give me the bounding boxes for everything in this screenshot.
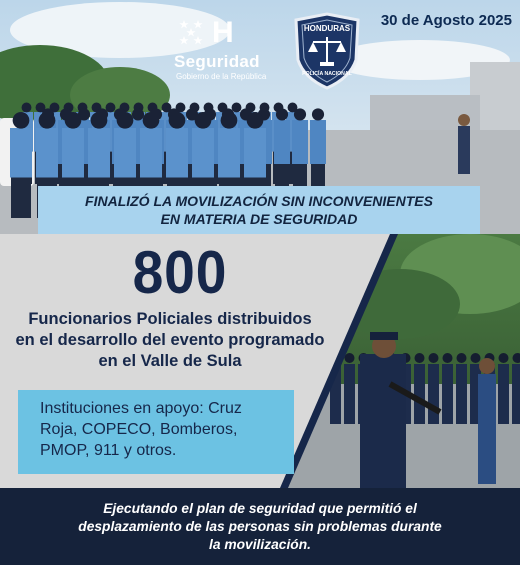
officer-cap	[106, 103, 116, 113]
officer-cap	[276, 108, 288, 120]
officer-cap	[39, 112, 56, 129]
support-institutions-box	[18, 390, 294, 474]
officer-figure	[498, 364, 509, 424]
officer-figure	[274, 120, 290, 164]
officer-figure	[292, 120, 308, 164]
officer-cap	[247, 112, 264, 129]
officer-cap	[232, 103, 242, 113]
officer-figure	[140, 128, 162, 178]
footer-line-3: la movilización.	[209, 536, 311, 552]
footer-line-1: Ejecutando el plan de seguridad que permitió el	[103, 500, 417, 516]
headline-banner	[38, 186, 480, 234]
officer-cap	[443, 353, 453, 363]
count-description	[10, 309, 330, 372]
officer-cap	[294, 108, 306, 120]
officer-cap	[132, 108, 144, 120]
seguridad-logo	[168, 14, 278, 84]
officer-cap	[415, 353, 425, 363]
footer-line-2: desplazamiento de las personas sin problemas durante	[78, 518, 442, 534]
officer-cap	[13, 112, 30, 129]
officer-cap	[65, 112, 82, 129]
officer-figure	[456, 364, 467, 424]
logo-wordmark: Seguridad	[174, 52, 260, 71]
officer-cap	[499, 353, 509, 363]
officer-cap	[312, 108, 324, 120]
officer-figure	[36, 128, 58, 178]
badge-top-text: HONDURAS	[303, 24, 351, 33]
officer-figure	[10, 128, 32, 178]
officer-figure	[166, 128, 188, 178]
support-line-1: Instituciones en apoyo: Cruz	[40, 400, 242, 417]
officer-cap	[91, 112, 108, 129]
date-label: 30 de Agosto 2025	[380, 12, 512, 29]
officer-figure	[218, 128, 240, 178]
officer-figure	[62, 128, 84, 178]
officer-figure	[442, 364, 453, 424]
officer-legs	[11, 178, 31, 219]
officer-cap	[195, 112, 212, 129]
support-line-3: PMOP, 911 y otros.	[40, 442, 177, 459]
description-line-2: en el desarrollo del evento programado	[15, 331, 325, 349]
officer-cap	[169, 112, 186, 129]
officer-cap	[143, 112, 160, 129]
police-badge-icon	[290, 12, 364, 90]
officer-figure	[344, 364, 355, 424]
officer-cap	[117, 112, 134, 129]
stars-icon	[178, 18, 210, 48]
support-line-2: Roja, COPECO, Bomberos,	[40, 421, 238, 438]
officer-figure	[244, 128, 266, 178]
officer-figure	[192, 128, 214, 178]
officer-figure	[88, 128, 110, 178]
description-line-1: Funcionarios Policiales distribuidos	[28, 310, 312, 328]
officer-cap	[457, 353, 467, 363]
officer-cap	[345, 353, 355, 363]
footer-text	[25, 500, 495, 554]
logo-subtitle: Gobierno de la República	[176, 72, 267, 81]
officer-cap	[22, 103, 32, 113]
description-line-3: en el Valle de Sula	[98, 352, 242, 370]
officer-count: 800	[132, 239, 228, 306]
headline-line-2: EN MATERIA DE SEGURIDAD	[160, 211, 358, 227]
officer-cap	[429, 353, 439, 363]
headline-line-1: FINALIZÓ LA MOVILIZACIÓN SIN INCONVENIENTES	[85, 193, 433, 209]
officer-figure	[414, 364, 425, 424]
badge-bottom-text: POLICÍA NACIONAL	[302, 71, 352, 77]
officer-figure	[428, 364, 439, 424]
logo-letter: H	[212, 16, 234, 49]
officer-figure	[310, 120, 326, 164]
officer-cap	[471, 353, 481, 363]
officer-figure	[114, 128, 136, 178]
footer-band	[0, 488, 520, 565]
officer-cap	[221, 112, 238, 129]
officer-figure	[512, 364, 520, 424]
